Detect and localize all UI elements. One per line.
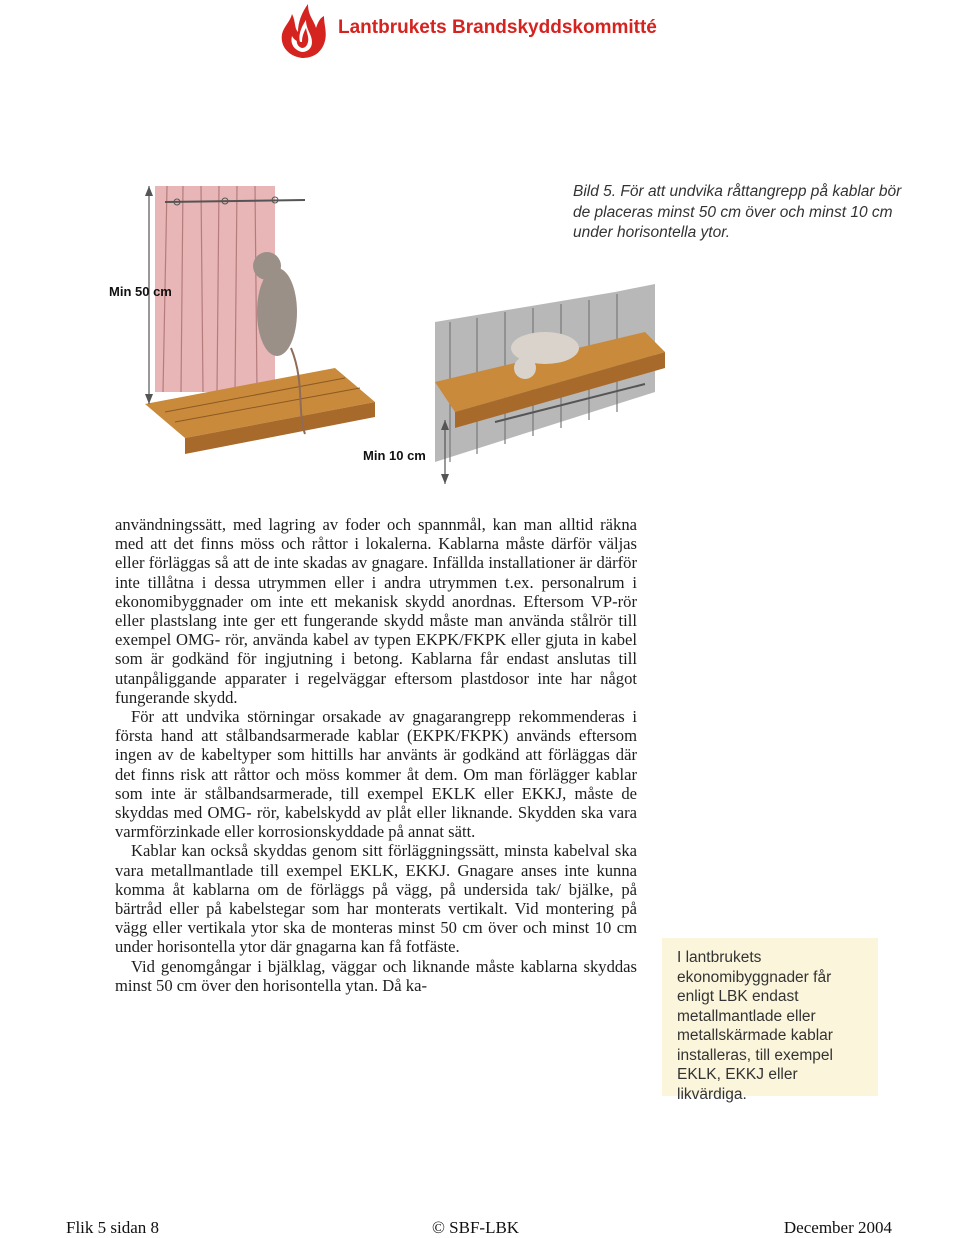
min-50-label: Min 50 cm (109, 284, 172, 299)
footer-section: Flik 5 sidan 8 (66, 1218, 160, 1237)
body-paragraph-4: Vid genomgångar i bjälklag, väggar och liknande måste kablarna skyddas minst 50 cm över den horisontella ytan. Då ka- (115, 956, 637, 995)
footer-date: December 2004 (783, 1218, 892, 1237)
flame-logo-icon (272, 2, 332, 60)
page-header (272, 0, 732, 64)
min-10-label: Min 10 cm (363, 448, 426, 463)
body-paragraph-3: Kablar kan också skyddas genom sitt förläggningssätt, minsta kabelval ska vara metallmantlade till exempel EKLK, EKKJ. Gnagare anses inte kunna komma åt kablarna om de förläggs på vägg, på undersida tak/ bjälke, på bärtråd eller på kabelstegar som har monterats vertikalt. Vid montering på vägg eller vertikala ytor ska de monteras minst 50 cm över och minst 10 cm under horisontella ytor där gnagarna kan få fotfäste. (115, 841, 637, 957)
aside-box (662, 938, 878, 1103)
brand-name: Lantbrukets Brandskyddskommitté (338, 17, 657, 38)
footer-copyright: © SBF-LBK (432, 1218, 520, 1237)
figure-caption-text: Bild 5. För att undvika råttangrepp på kablar bör de placeras minst 50 cm över och minst 10 cm under horisontella ytor. (573, 183, 902, 241)
body-text (115, 515, 637, 995)
aside-text: I lantbrukets ekonomibyggnader får enligt LBK endast metallmantlade eller metallskärmade kablar installeras, till exempel EKLK, EKKJ eller likvärdiga. (677, 949, 833, 1103)
body-paragraph-1: användningssätt, med lagring av foder och spannmål, kan man alltid räkna med att det finns möss och råttor i lokalerna. Kablarna måste därför väljas eller förläggas så att de inte skadas av gnagare. Infällda installationer är därför inte tillåtna i dessa utrymmen eller i andra utrymmen t.ex. personalrum i ekonomibyggnader om inte ett mekanisk skydd anordnas. Eftersom VP-rör eller plastslang inte ger ett fungerande skydd måste man använda stålrör till exempel OMG- rör, använda kabel av typen EKPK/FKPK eller gjuta in kabel som är godkänd för ingjutning i betong. Kablarna får endast anslutas till utanpåliggande apparater i regelväggar eftersom plastdosor inte har något fungerande skydd. (115, 515, 637, 707)
figure-caption (573, 182, 903, 244)
body-paragraph-2: För att undvika störningar orsakade av gnagarangrepp rekommenderas i första hand att stålbandsarmerade kablar (EKPK/FKPK) används eftersom ingen av de kabeltyper som hittills har använts är godkänd att förläggas där det finns risk att råttor och möss kommer åt dem. Om man förlägger kablar som inte är stålbandsarmerade, till exempel EKLK eller EKKJ, måste de skyddas med OMG- rör, kabelskydd av plåt eller liknande. Skydden ska vara varmförzinkade eller korrosionskyddade på annat sätt. (115, 707, 637, 842)
